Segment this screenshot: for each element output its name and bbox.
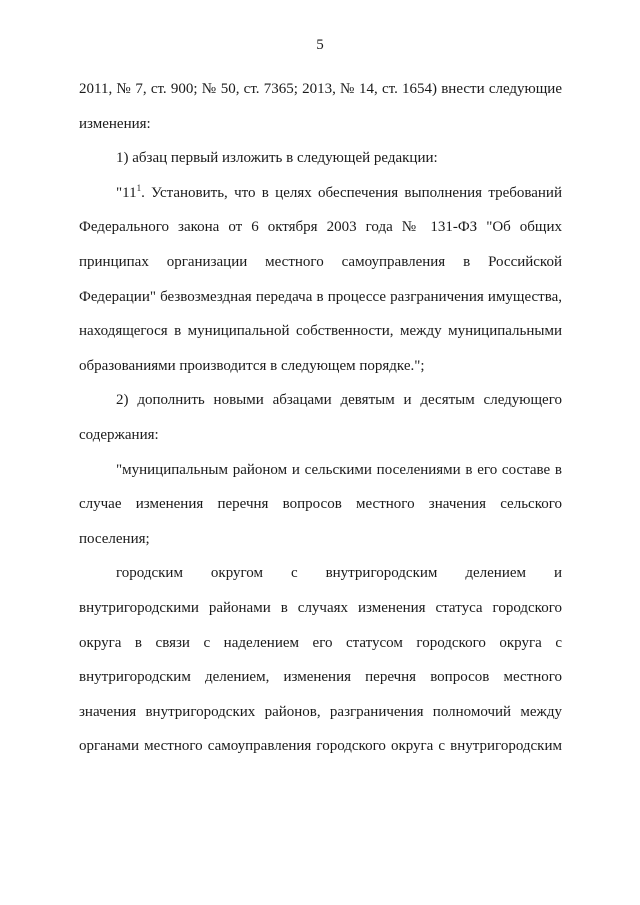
text-line: находящегося в муниципальной собственности, между муниципальными bbox=[79, 323, 562, 340]
document-body bbox=[79, 72, 562, 764]
text-line: 2011, № 7, ст. 900; № 50, ст. 7365; 2013, № 14, ст. 1654) внести следующие bbox=[79, 81, 562, 97]
text-line: значения внутригородских районов, разграничения полномочий между bbox=[79, 703, 562, 720]
superscript: 1 bbox=[136, 182, 142, 193]
text-line: образованиями производится в следующем порядке."; bbox=[79, 357, 425, 374]
text-line: внутригородскими районами в случаях изменения статуса городского bbox=[79, 599, 562, 616]
text-line: 2) дополнить новыми абзацами девятым и десятым следующего bbox=[116, 392, 562, 409]
text-line: Федерации" безвозмездная передача в процессе разграничения имущества, bbox=[79, 288, 562, 305]
text-line: внутригородским делением, изменения перечня вопросов местного bbox=[79, 669, 562, 686]
text-line: органами местного самоуправления городского округа с внутригородским bbox=[79, 738, 562, 755]
text-line: поселения; bbox=[79, 530, 150, 547]
text-line: случае изменения перечня вопросов местного значения сельского bbox=[79, 496, 562, 513]
page-number: 5 bbox=[316, 37, 324, 53]
text-line: округа в связи с наделением его статусом городского округа с bbox=[79, 634, 562, 651]
text-line: городским округом с внутригородским делением и bbox=[116, 565, 562, 582]
text-line: содержания: bbox=[79, 426, 159, 443]
text-line: принципах организации местного самоуправления в Российской bbox=[79, 253, 562, 270]
text-line: Федерального закона от 6 октября 2003 года № 131-ФЗ "Об общих bbox=[79, 219, 562, 236]
text-line: "муниципальным районом и сельскими поселениями в его составе в bbox=[116, 461, 562, 478]
text-line: 1) абзац первый изложить в следующей редакции: bbox=[116, 150, 438, 167]
text-line: "$11^1$. Установить, что в целях обеспечения выполнения требований bbox=[116, 182, 562, 201]
text-line: изменения: bbox=[79, 115, 151, 132]
